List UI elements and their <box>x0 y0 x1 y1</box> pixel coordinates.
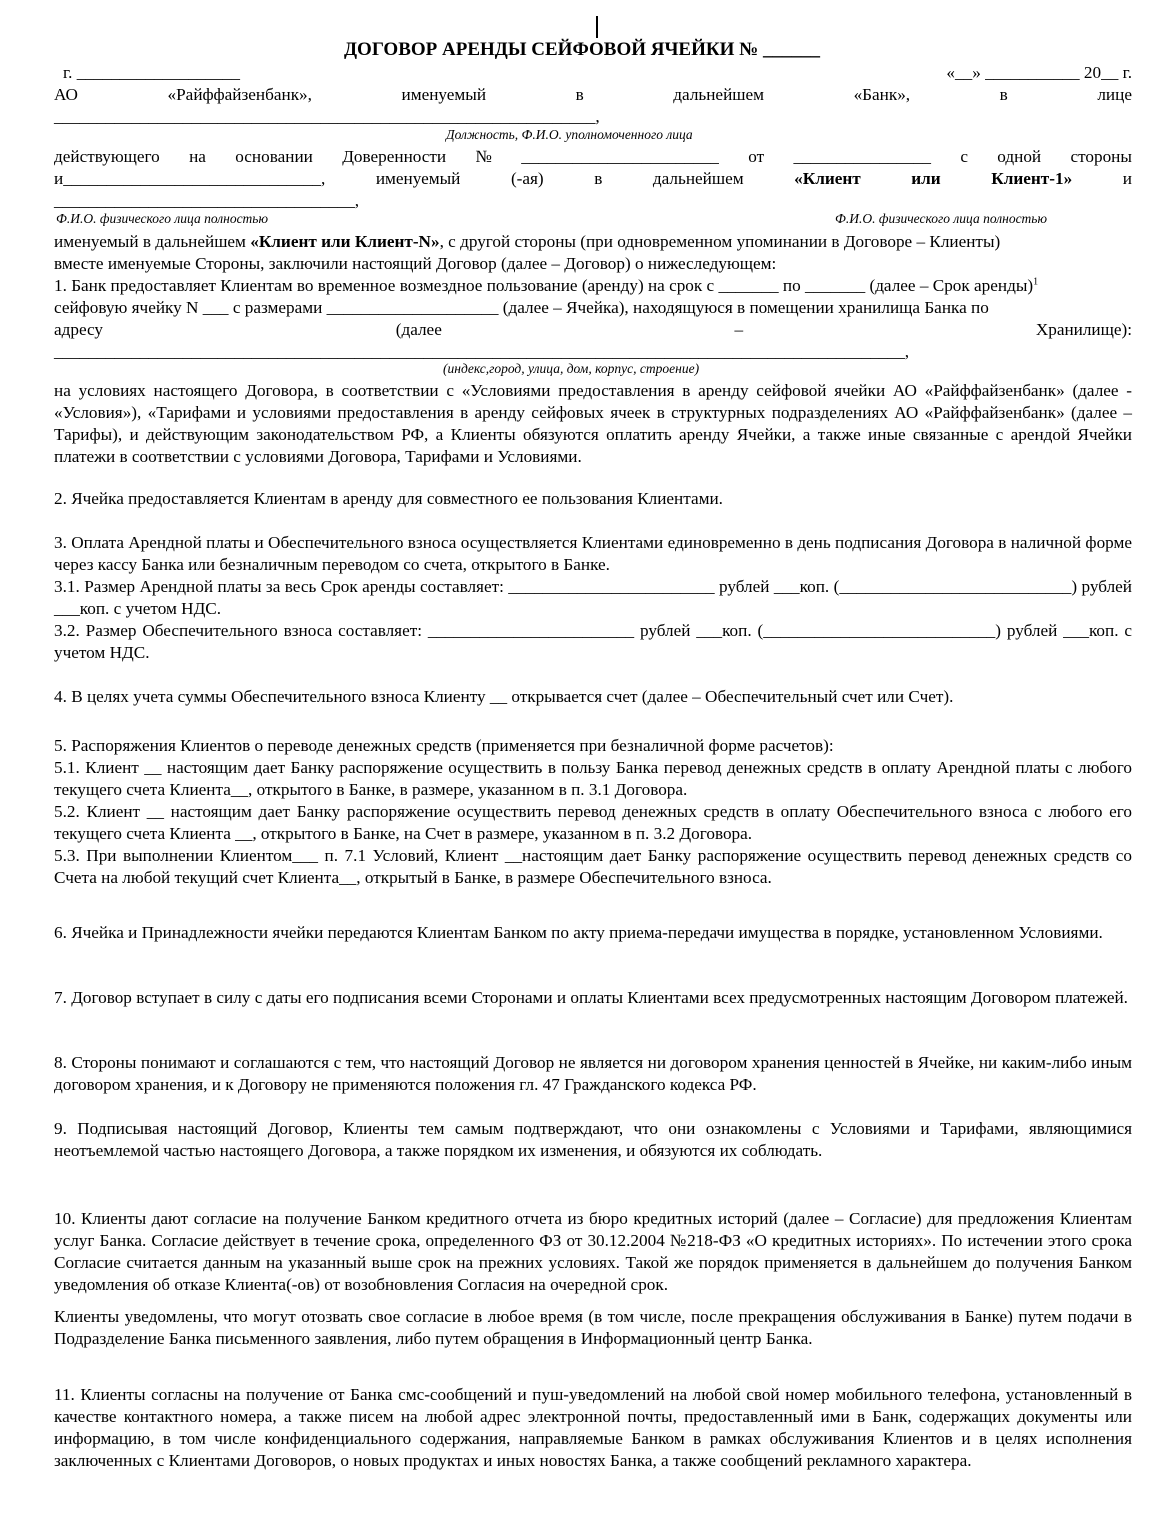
clause-5-3: 5.3. При выполнении Клиентом___ п. 7.1 Условий, Клиент __настоящим дает Банку распоряжение осуществить перевод денежных средств со Счета на любой текущий счет Клиента__, открытый в Банке, в размере Обеспечительного взноса. <box>54 846 1132 887</box>
line-bank-word: именуемый <box>401 85 487 104</box>
line-bank-word: «Райффайзенбанк», <box>167 85 312 104</box>
line-proxy-word: ________________ <box>793 147 931 166</box>
clause-1-line-3 <box>54 319 1132 341</box>
line-proxy-word: одной <box>997 147 1042 166</box>
intro-line-2: вместе именуемые Стороны, заключили настоящий Договор (далее – Договор) о нижеследующем: <box>54 254 777 273</box>
clause-4: 4. В целях учета суммы Обеспечительного взноса Клиенту __ открывается счет (далее – Обеспечительный счет или Счет). <box>54 687 954 706</box>
clause-7: 7. Договор вступает в силу с даты его подписания всеми Сторонами и оплаты Клиентами всех предусмотренных настоящим Договором платежей. <box>54 988 1128 1007</box>
city-field: г. ___________________ <box>63 63 240 82</box>
caption-address: (индекс,город, улица, дом, корпус, строение) <box>443 361 700 376</box>
line-proxy <box>54 146 1132 168</box>
clause-9: 9. Подписывая настоящий Договор, Клиенты тем самым подтверждают, что они ознакомлены с Условиями и Тарифами, являющимися неотъемлемой частью настоящего Договора, а также порядком их изменения, и обязуются их соблюдать. <box>54 1119 1132 1160</box>
line-bank-word: в <box>999 85 1008 104</box>
clause-3-block <box>54 532 1132 664</box>
caption-position: Должность, Ф.И.О. уполномоченного лица <box>446 127 693 142</box>
address-blank: ___________________________________________________________________________________________________, <box>54 342 910 361</box>
text-cursor <box>596 16 598 38</box>
line-client-word: и <box>1122 169 1132 188</box>
clause-5-2: 5.2. Клиент __ настоящим дает Банку распоряжение осуществить перевод денежных средств в оплату Обеспечительного взноса с любого его текущего счета Клиента __, открытого в Банке, на Счет в размере, указанном в п. 3.2 Договора. <box>54 802 1132 843</box>
line-bank-word: «Банк», <box>853 85 911 104</box>
clause-5: 5. Распоряжения Клиентов о переводе денежных средств (применяется при безналичной форме расчетов): <box>54 736 834 755</box>
intro-suffix: , с другой стороны (при одновременном упоминании в Договоре – Клиенты) <box>439 232 1001 251</box>
footnote-mark: 1 <box>1033 276 1039 288</box>
clause-1-line-2: сейфовую ячейку N ___ с размерами ____________________ (далее – Ячейка), находящуюся в помещении хранилища Банка по <box>54 298 989 317</box>
clause-10-revocation: Клиенты уведомлены, что могут отозвать свое согласие в любое время (в том числе, после прекращения обслуживания в Банке) путем подачи в Подразделение Банка письменного заявления, либо путем обращения в Информационный центр Банка. <box>54 1307 1132 1348</box>
line-proxy-word: действующего <box>54 147 160 166</box>
representative-blank: _______________________________________________________________, <box>54 107 600 126</box>
clause-2: 2. Ячейка предоставляется Клиентам в аренду для совместного ее пользования Клиентами. <box>54 489 723 508</box>
line-proxy-word: с <box>960 147 968 166</box>
line-proxy-word: стороны <box>1070 147 1132 166</box>
line-client-word: дальнейшем <box>652 169 744 188</box>
clause-5-block <box>54 735 1132 889</box>
line-proxy-word: № <box>475 147 492 166</box>
clause-1-line-1 <box>54 275 1038 297</box>
line-client-word: и______________________________, <box>54 169 326 188</box>
intro-line <box>54 231 1000 253</box>
line-client-word: (-ая) <box>510 169 544 188</box>
intro-prefix: именуемый в дальнейшем <box>54 232 251 251</box>
date-field: «__» ___________ 20__ г. <box>946 63 1132 82</box>
intro-bold: «Клиент или Клиент-N» <box>250 232 440 251</box>
clause-1-word: (далее <box>395 320 442 339</box>
line-client-word: Клиент-1» <box>991 169 1073 188</box>
line-bank-word: АО <box>54 85 78 104</box>
line-client-word: именуемый <box>375 169 461 188</box>
line-proxy-word: от <box>748 147 765 166</box>
line-bank-word: в <box>575 85 584 104</box>
clause-1-word: – <box>734 320 744 339</box>
clause-11: 11. Клиенты согласны на получение от Банка смс-сообщений и пуш-уведомлений на любой свой номер мобильного телефона, установленный в качестве контактного номера, а также писем на любой адрес электронной почты, предоставленный ими в Банк, содержащих документы или информацию, в том числе конфиденциального содержания, направляемые Банком в рамках обслуживания Клиентов и в целях исполнения заключенных с Клиентами Договоров, о новых продуктах и иных новостях Банка, а также сообщений рекламного характера. <box>54 1385 1132 1470</box>
clause-6: 6. Ячейка и Принадлежности ячейки передаются Клиентам Банком по акту приема-передачи имущества в порядке, установленном Условиями. <box>54 923 1103 942</box>
clause-8: 8. Стороны понимают и соглашаются с тем, что настоящий Договор не является ни договором хранения ценностей в Ячейке, ни каким-либо иным договором хранения, и к Договору не применяются положения гл. 47 Гражданского кодекса РФ. <box>54 1053 1132 1094</box>
line-client-word: или <box>911 169 941 188</box>
caption-fio-left: Ф.И.О. физического лица полностью <box>56 211 268 226</box>
clause-10: 10. Клиенты дают согласие на получение Банком кредитного отчета из бюро кредитных историй (далее – Согласие) для предложения Клиентам услуг Банка. Согласие действует в течение срока, определенного ФЗ от 30.12.2004 №218-ФЗ «О кредитных историях». По истечении этого срока Согласие считается данным на указанный выше срок на прежних условиях. Такой же порядок применяется в дальнейшем до получения Банком уведомления об отказе Клиента(-ов) от возобновления Согласия на очередной срок. <box>54 1209 1132 1294</box>
line-proxy-word: Доверенности <box>342 147 447 166</box>
line-bank-word: лице <box>1097 85 1132 104</box>
line-proxy-word: _______________________ <box>521 147 719 166</box>
line-client <box>54 168 1132 190</box>
line-bank-word: дальнейшем <box>673 85 765 104</box>
line-bank <box>54 84 1132 106</box>
line-client-word: в <box>594 169 603 188</box>
line-client-word: «Клиент <box>794 169 861 188</box>
document-title: ДОГОВОР АРЕНДЫ СЕЙФОВОЙ ЯЧЕЙКИ № ______ <box>343 39 821 60</box>
clause-3-1: 3.1. Размер Арендной платы за весь Срок аренды составляет: ________________________ рублей ___коп. (___________________________) рублей ___коп. с учетом НДС. <box>54 577 1132 618</box>
clause-3: 3. Оплата Арендной платы и Обеспечительного взноса осуществляется Клиентами единовременно в день подписания Договора в наличной форме через кассу Банка или безналичным переводом со счета, открытого в Банке. <box>54 533 1132 574</box>
clause-1-word: адресу <box>54 320 104 339</box>
client-name-blank: ___________________________________, <box>54 191 360 210</box>
clause-1-rest: на условиях настоящего Договора, в соответствии с «Условиями предоставления в аренду сейфовой ячейки АО «Райффайзенбанк» (далее - «Условия»), «Тарифами и условиями предоставления в аренду сейфовых ячеек в структурных подразделениях АО «Райффайзенбанк» (далее – Тарифы), и действующим законодательством РФ, а Клиенты обязуются оплатить аренду Ячейки, а также иные связанные с арендой Ячейки платежи в соответствии с условиями Договора, Тарифами и Условиями. <box>54 381 1132 466</box>
line-proxy-word: на <box>189 147 206 166</box>
clause-1-text: 1. Банк предоставляет Клиентам во временное возмездное пользование (аренду) на срок с _______ по _______ (далее – Срок аренды) <box>54 276 1034 295</box>
clause-3-2: 3.2. Размер Обеспечительного взноса составляет: ________________________ рублей ___коп. (___________________________) рублей ___коп. с учетом НДС. <box>54 621 1132 662</box>
caption-fio-right: Ф.И.О. физического лица полностью <box>835 211 1047 226</box>
line-proxy-word: основании <box>235 147 313 166</box>
clause-5-1: 5.1. Клиент __ настоящим дает Банку распоряжение осуществить в пользу Банка перевод денежных средств в оплату Арендной платы с любого текущего счета Клиента__, открытого в Банке, в размере, указанном в п. 3.1 Договора. <box>54 758 1132 799</box>
clause-1-word: Хранилище): <box>1035 320 1132 339</box>
